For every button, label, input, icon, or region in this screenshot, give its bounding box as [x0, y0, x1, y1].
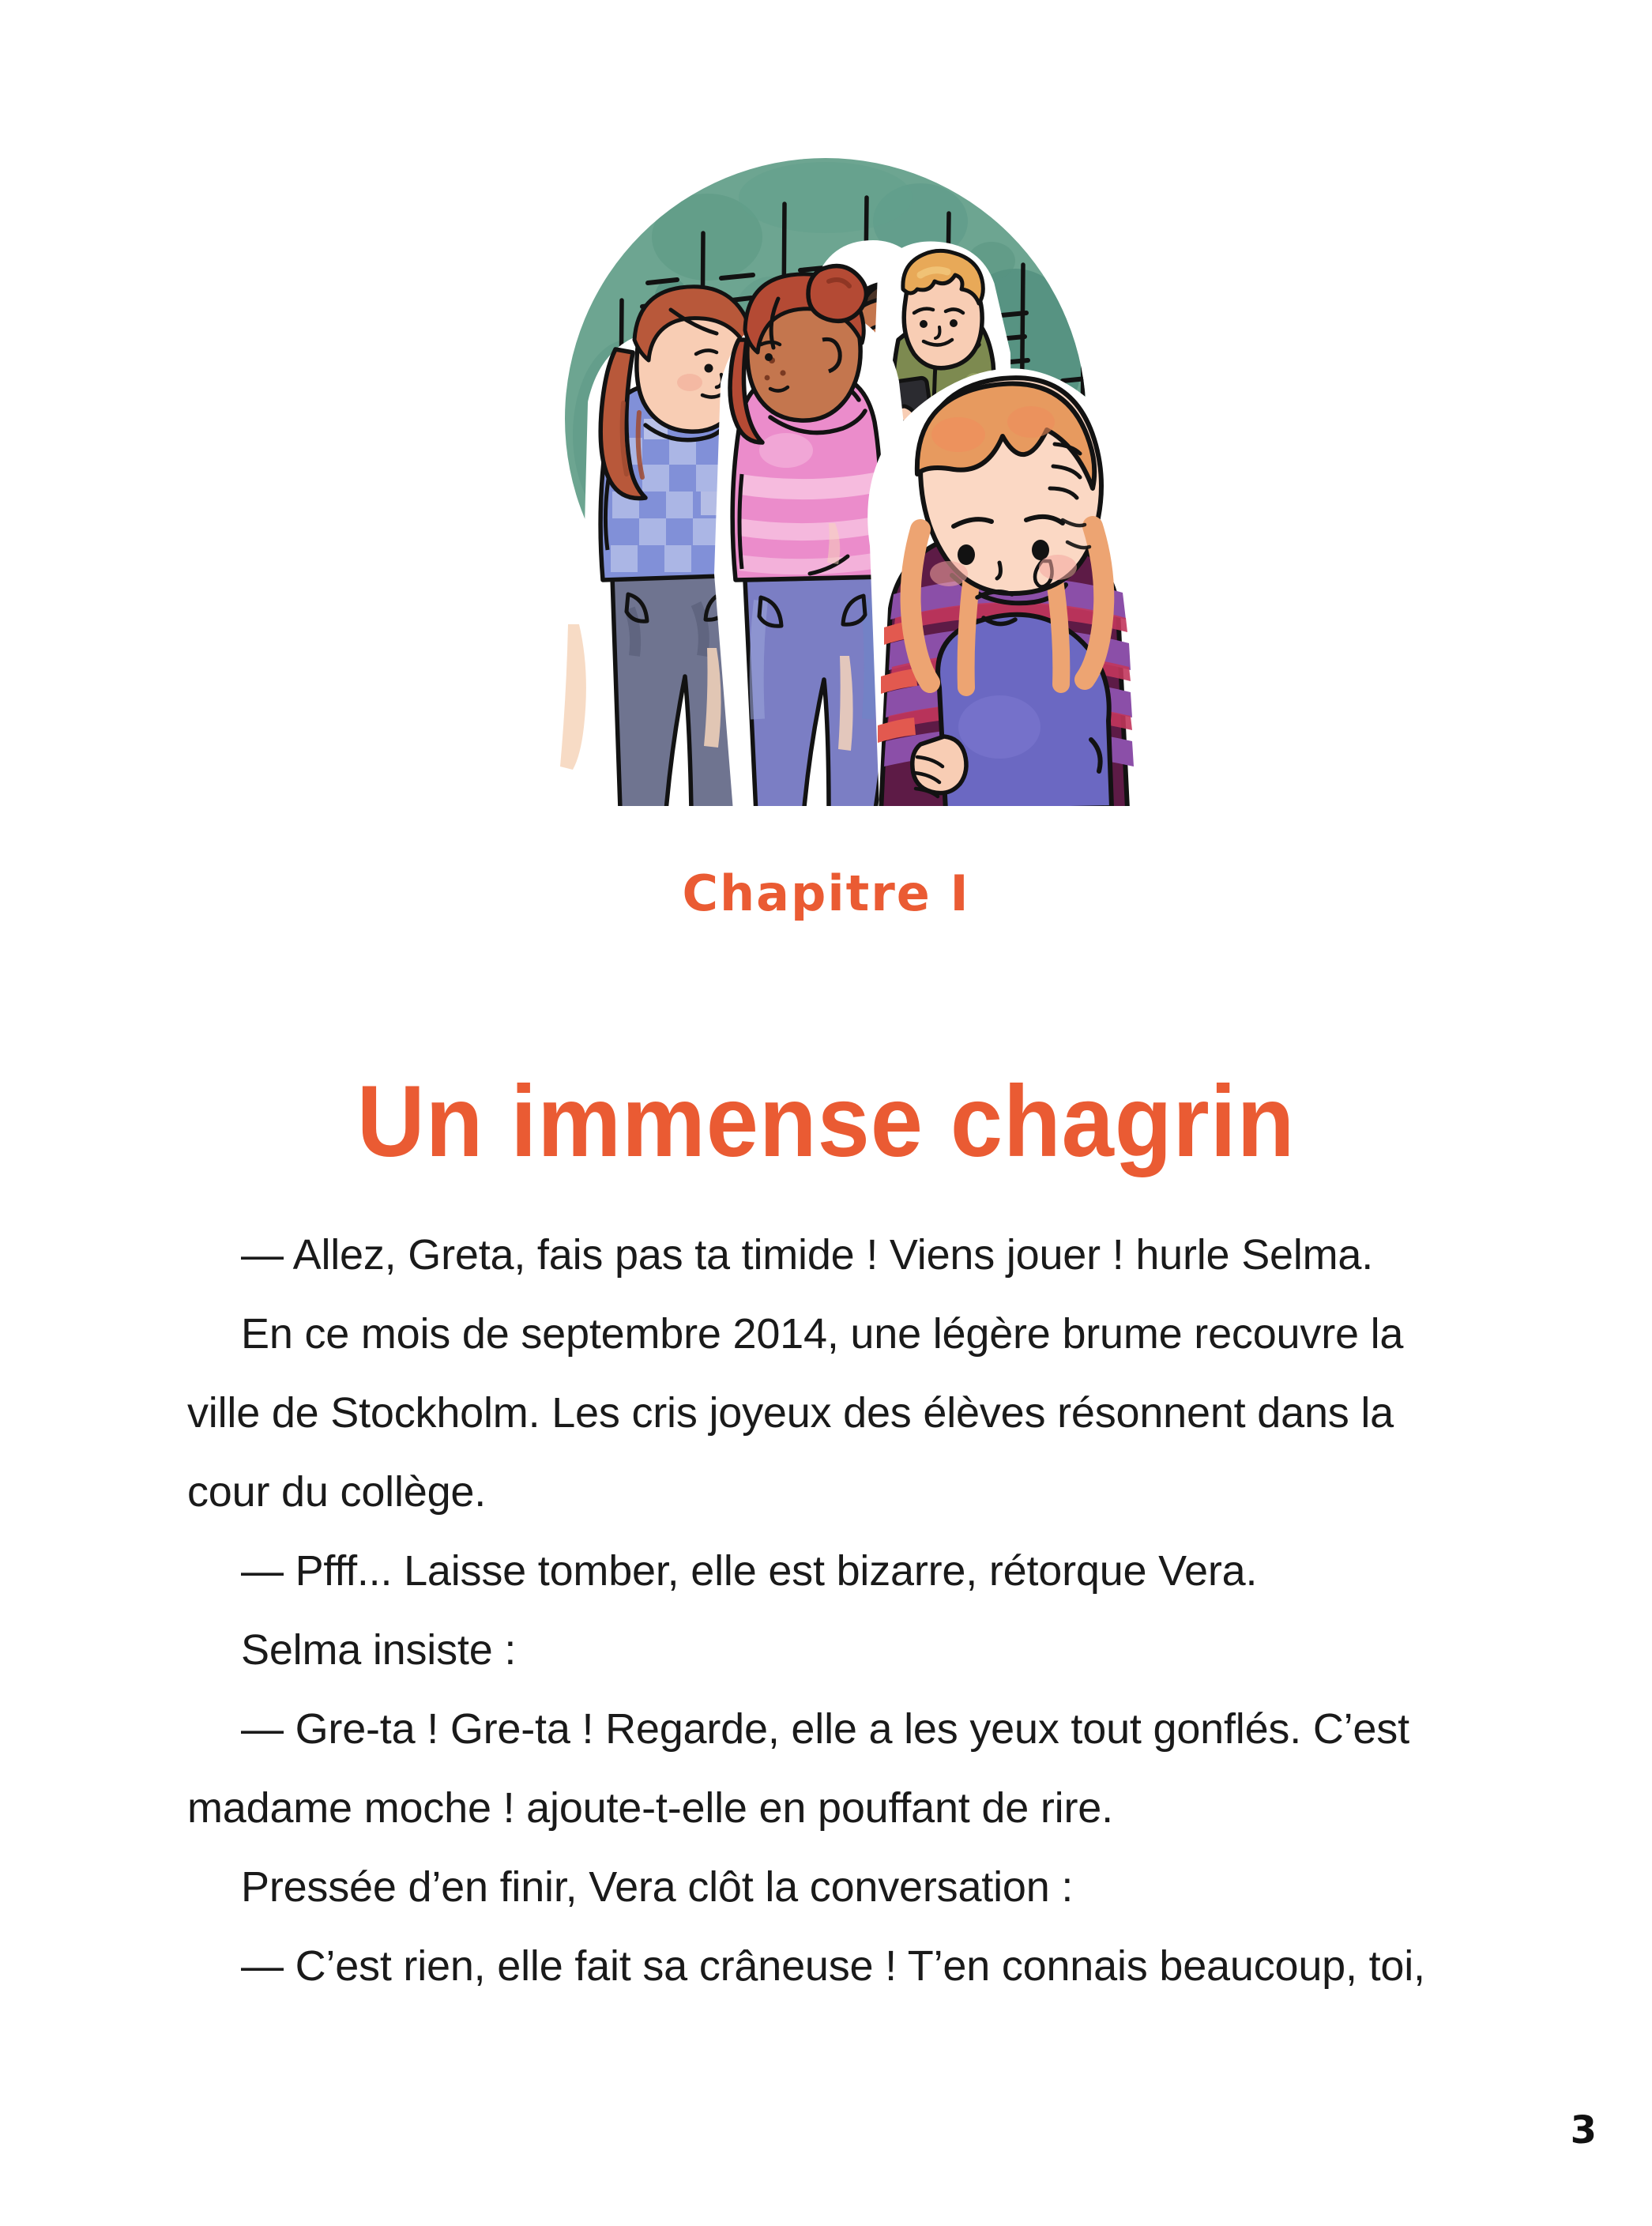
paragraph: Pressée d’en finir, Vera clôt la conversation :	[241, 1863, 1074, 1911]
paragraph: — Allez, Greta, fais pas ta timide ! Viens jouer ! hurle Selma.	[241, 1231, 1374, 1279]
paragraph: — C’est rien, elle fait sa crâneuse ! T’en connais beaucoup, toi,	[241, 1942, 1425, 1990]
student-greta	[878, 378, 1134, 806]
schoolyard-lockers-illustration	[510, 103, 1142, 806]
page-number: 3	[1570, 2108, 1597, 2153]
paragraph: — Gre-ta ! Gre-ta ! Regarde, elle a les yeux tout gonflés. C’est madame moche ! ajoute-t-elle en pouffant de rire.	[187, 1705, 1409, 1832]
chapter-illustration	[0, 0, 1652, 814]
paragraph: En ce mois de septembre 2014, une légère brume recouvre la ville de Stockholm. Les cris joyeux des élèves résonnent dans la cour du collège.	[187, 1310, 1404, 1516]
paragraph: — Pfff... Laisse tomber, elle est bizarre, rétorque Vera.	[241, 1547, 1258, 1595]
chapter-label: Chapitre I	[682, 864, 970, 922]
chapter-body-text	[187, 1215, 1467, 2006]
chapter-title: Un immense chagrin	[356, 1064, 1296, 1178]
paragraph: Selma insiste :	[241, 1626, 517, 1674]
